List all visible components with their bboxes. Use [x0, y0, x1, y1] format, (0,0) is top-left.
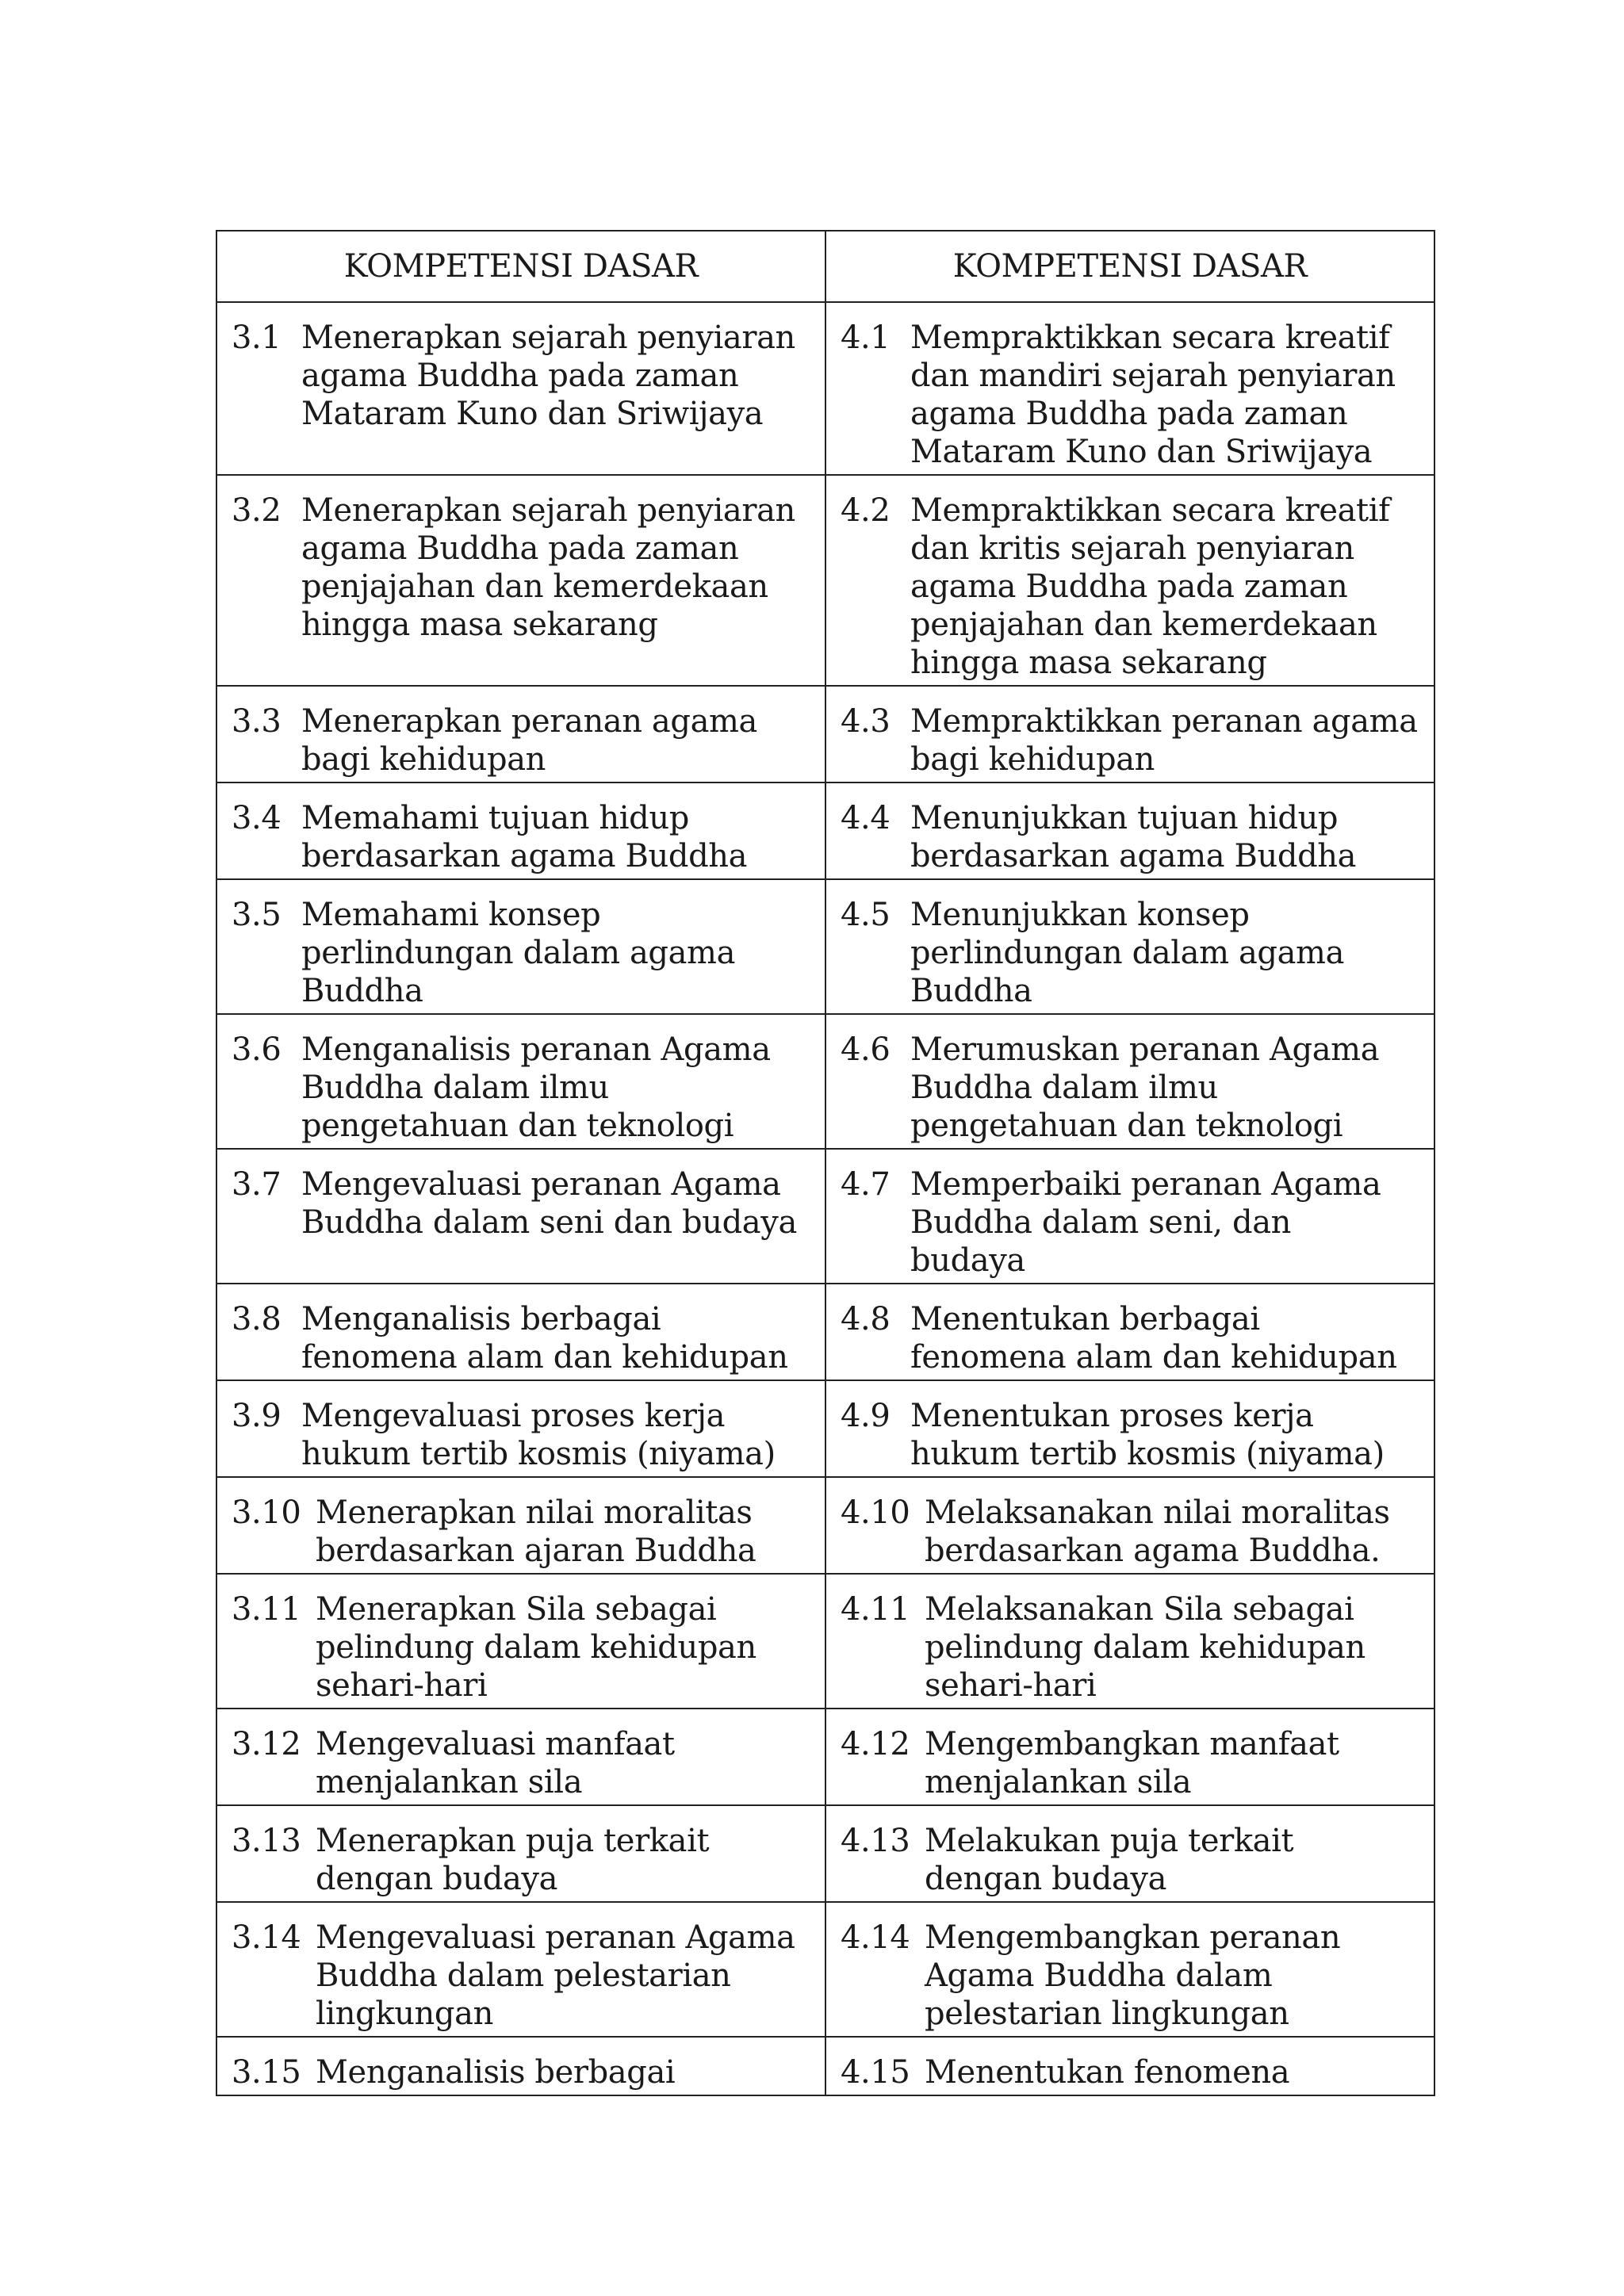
table-body	[216, 302, 1434, 2095]
kd-description: Mengembangkan peranan Agama Buddha dalam pelestarian lingkungan	[925, 1919, 1341, 2032]
kd-cell-skill	[825, 1902, 1434, 2037]
table-row	[216, 783, 1434, 879]
kd-number: 3.12	[232, 1726, 301, 1762]
kd-number: 3.9	[232, 1398, 282, 1434]
kd-description: Menunjukkan konsep perlindungan dalam agama Buddha	[910, 897, 1345, 1009]
kd-number: 4.1	[841, 320, 891, 356]
kd-description: Menerapkan puja terkait dengan budaya	[316, 1823, 710, 1897]
kompetensi-dasar-table	[216, 230, 1435, 2096]
kd-cell-skill	[825, 1284, 1434, 1380]
kd-description: Memahami konsep perlindungan dalam agama Buddha	[301, 897, 736, 1009]
kd-description: Menunjukkan tujuan hidup berdasarkan agama Buddha	[910, 800, 1357, 874]
kd-cell-knowledge	[216, 1284, 825, 1380]
kd-description: Mengevaluasi proses kerja hukum tertib kosmis (niyama)	[301, 1398, 776, 1472]
kd-cell-knowledge	[216, 2037, 825, 2095]
kd-number: 4.14	[841, 1919, 910, 1956]
table-row	[216, 2037, 1434, 2095]
kd-description: Mempraktikkan peranan agama bagi kehidupan	[910, 703, 1418, 778]
kd-number: 4.6	[841, 1031, 891, 1068]
kd-description: Memperbaiki peranan Agama Buddha dalam seni, dan budaya	[910, 1166, 1381, 1279]
kd-cell-knowledge	[216, 1380, 825, 1477]
kd-cell-knowledge	[216, 1902, 825, 2037]
table-row	[216, 1477, 1434, 1574]
table-row	[216, 686, 1434, 783]
kd-number: 3.4	[232, 800, 282, 836]
table-row	[216, 1149, 1434, 1284]
kd-description: Merumuskan peranan Agama Buddha dalam ilmu pengetahuan dan teknologi	[910, 1031, 1380, 1144]
table-row	[216, 1284, 1434, 1380]
kd-cell-knowledge	[216, 475, 825, 686]
kd-cell-knowledge	[216, 783, 825, 879]
kd-description: Menganalisis berbagai	[316, 2054, 676, 2091]
kd-cell-skill	[825, 475, 1434, 686]
kd-cell-knowledge	[216, 879, 825, 1014]
kd-number: 4.4	[841, 800, 891, 836]
header-right: KOMPETENSI DASAR	[825, 231, 1434, 302]
table-row	[216, 1014, 1434, 1149]
kd-number: 3.2	[232, 492, 282, 529]
table-row	[216, 1709, 1434, 1805]
kd-description: Menganalisis peranan Agama Buddha dalam ilmu pengetahuan dan teknologi	[301, 1031, 771, 1144]
kd-description: Menentukan proses kerja hukum tertib kosmis (niyama)	[910, 1398, 1385, 1472]
kd-number: 4.7	[841, 1166, 891, 1203]
table-row	[216, 1902, 1434, 2037]
kd-cell-skill	[825, 2037, 1434, 2095]
kd-description: Melaksanakan Sila sebagai pelindung dalam kehidupan sehari-hari	[925, 1591, 1365, 1704]
table-row	[216, 879, 1434, 1014]
kd-number: 3.10	[232, 1494, 301, 1531]
kd-number: 4.12	[841, 1726, 910, 1762]
kd-cell-knowledge	[216, 1014, 825, 1149]
table-header-row	[216, 231, 1434, 302]
kd-cell-skill	[825, 879, 1434, 1014]
kd-description: Menerapkan sejarah penyiaran agama Buddha pada zaman penjajahan dan kemerdekaan hingga masa sekarang	[301, 492, 795, 643]
kd-description: Mengembangkan manfaat menjalankan sila	[925, 1726, 1339, 1800]
kd-cell-knowledge	[216, 686, 825, 783]
kd-description: Memahami tujuan hidup berdasarkan agama Buddha	[301, 800, 748, 874]
kd-number: 4.2	[841, 492, 891, 529]
kd-description: Menerapkan Sila sebagai pelindung dalam kehidupan sehari-hari	[316, 1591, 756, 1704]
kd-number: 3.14	[232, 1919, 301, 1956]
kd-cell-skill	[825, 686, 1434, 783]
kd-description: Mempraktikkan secara kreatif dan kritis sejarah penyiaran agama Buddha pada zaman penjajahan dan kemerdekaan hingga masa sekarang	[910, 492, 1390, 681]
kd-number: 3.15	[232, 2054, 301, 2091]
kd-number: 3.8	[232, 1301, 282, 1337]
table-row	[216, 1574, 1434, 1709]
kd-description: Melaksanakan nilai moralitas berdasarkan agama Buddha.	[925, 1494, 1390, 1569]
kd-number: 3.5	[232, 897, 282, 933]
kd-cell-knowledge	[216, 302, 825, 475]
kd-description: Mengevaluasi peranan Agama Buddha dalam seni dan budaya	[301, 1166, 797, 1241]
kd-cell-knowledge	[216, 1574, 825, 1709]
kd-cell-skill	[825, 1709, 1434, 1805]
kd-cell-skill	[825, 1574, 1434, 1709]
kd-description: Menerapkan nilai moralitas berdasarkan ajaran Buddha	[316, 1494, 756, 1569]
kd-number: 3.13	[232, 1823, 301, 1859]
table-row	[216, 1380, 1434, 1477]
table-row	[216, 1805, 1434, 1902]
header-left: KOMPETENSI DASAR	[216, 231, 825, 302]
kd-number: 4.8	[841, 1301, 891, 1337]
kd-cell-skill	[825, 1380, 1434, 1477]
table-row	[216, 302, 1434, 475]
kd-cell-knowledge	[216, 1709, 825, 1805]
kd-number: 3.3	[232, 703, 282, 740]
kd-number: 3.1	[232, 320, 282, 356]
kd-number: 4.13	[841, 1823, 910, 1859]
kd-number: 3.11	[232, 1591, 301, 1628]
kd-description: Mempraktikkan secara kreatif dan mandiri sejarah penyiaran agama Buddha pada zaman Mataram Kuno dan Sriwijaya	[910, 320, 1396, 470]
kd-description: Mengevaluasi peranan Agama Buddha dalam pelestarian lingkungan	[316, 1919, 795, 2032]
kd-cell-skill	[825, 1477, 1434, 1574]
kd-number: 4.10	[841, 1494, 910, 1531]
kd-description: Menentukan fenomena	[925, 2054, 1290, 2091]
kd-cell-skill	[825, 1014, 1434, 1149]
kd-description: Menganalisis berbagai fenomena alam dan kehidupan	[301, 1301, 788, 1376]
kd-cell-knowledge	[216, 1149, 825, 1284]
kd-description: Mengevaluasi manfaat menjalankan sila	[316, 1726, 675, 1800]
kd-number: 3.6	[232, 1031, 282, 1068]
kd-cell-skill	[825, 302, 1434, 475]
kd-cell-knowledge	[216, 1805, 825, 1902]
kd-cell-skill	[825, 1805, 1434, 1902]
kd-cell-knowledge	[216, 1477, 825, 1574]
kd-number: 4.5	[841, 897, 891, 933]
kd-number: 3.7	[232, 1166, 282, 1203]
kd-description: Menentukan berbagai fenomena alam dan kehidupan	[910, 1301, 1397, 1376]
kd-description: Melakukan puja terkait dengan budaya	[925, 1823, 1294, 1897]
kd-number: 4.3	[841, 703, 891, 740]
kd-cell-skill	[825, 1149, 1434, 1284]
kd-number: 4.15	[841, 2054, 910, 2091]
kd-cell-skill	[825, 783, 1434, 879]
kd-description: Menerapkan peranan agama bagi kehidupan	[301, 703, 758, 778]
kd-number: 4.11	[841, 1591, 910, 1628]
kd-number: 4.9	[841, 1398, 891, 1434]
table-row	[216, 475, 1434, 686]
kd-description: Menerapkan sejarah penyiaran agama Buddha pada zaman Mataram Kuno dan Sriwijaya	[301, 320, 795, 432]
